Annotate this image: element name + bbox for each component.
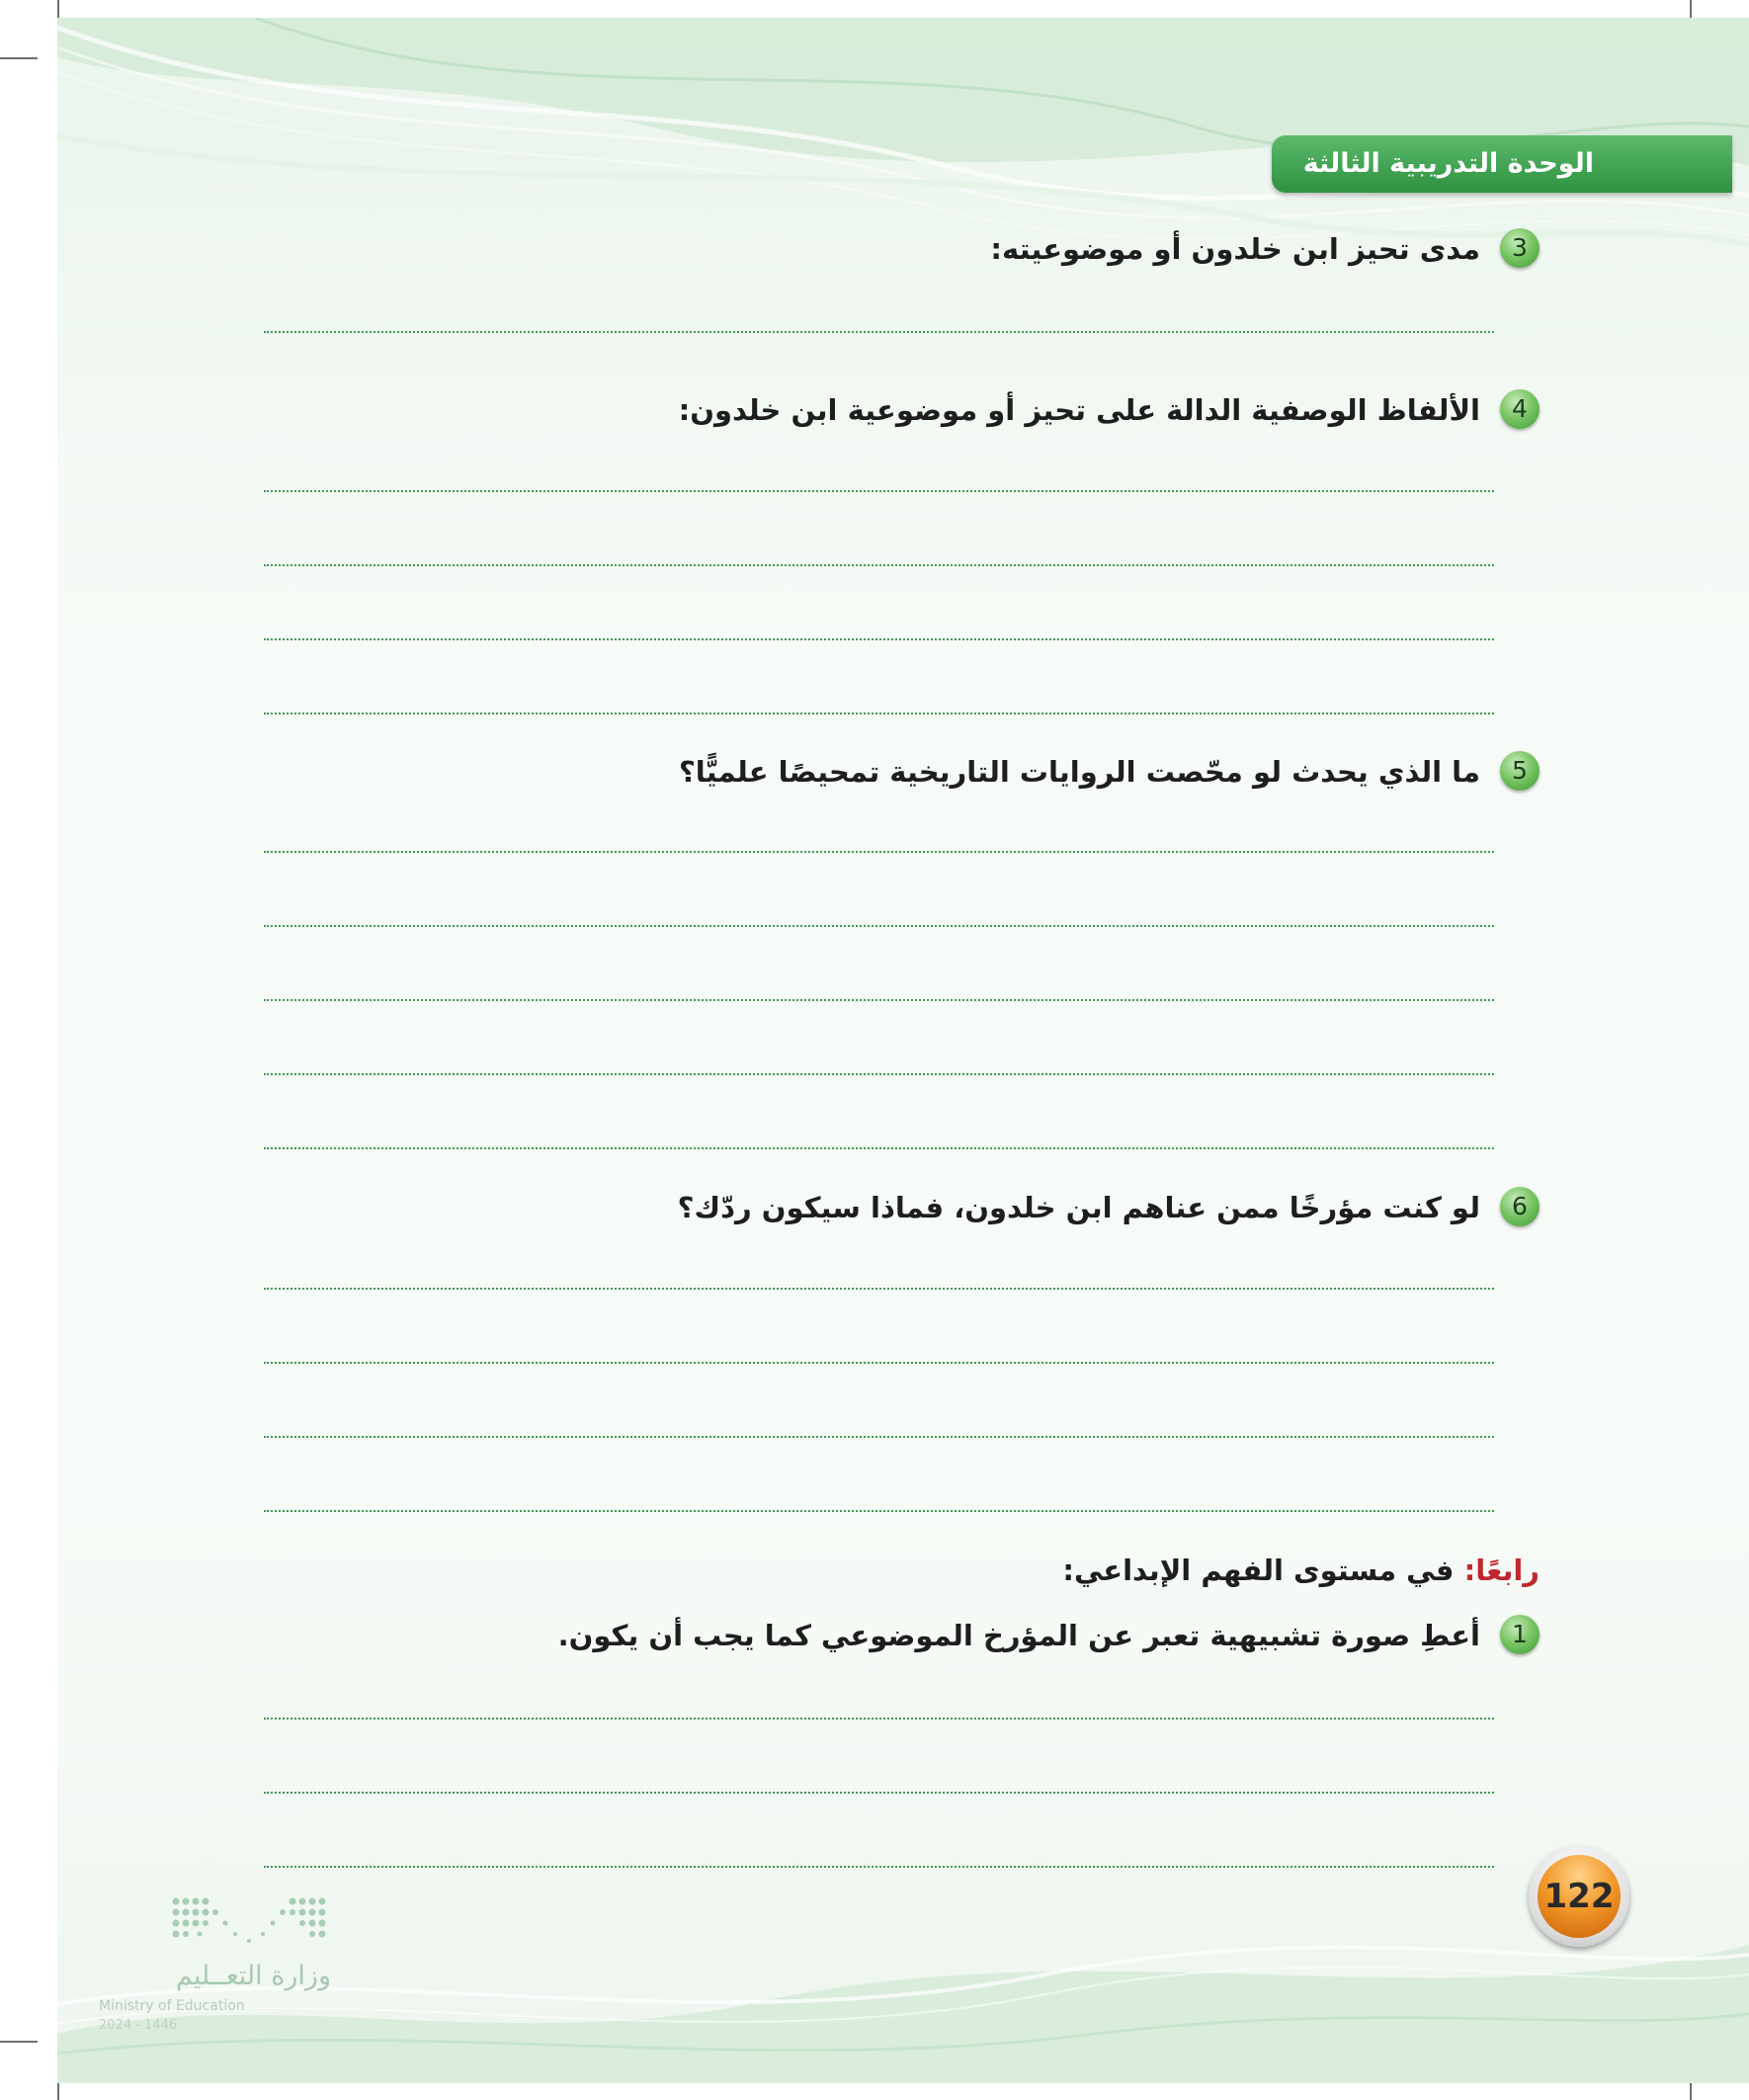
answer-line[interactable] xyxy=(264,1718,1494,1720)
answer-line[interactable] xyxy=(264,1362,1494,1364)
answer-line[interactable] xyxy=(264,331,1494,333)
unit-title: الوحدة التدريبية الثالثة xyxy=(1302,148,1594,179)
question-text: لو كنت مؤرخًا ممن عناهم ابن خلدون، فماذا سيكون ردّك؟ xyxy=(677,1191,1480,1224)
question-number-badge: 6 xyxy=(1500,1187,1540,1226)
question-number-badge: 1 xyxy=(1500,1615,1540,1654)
answer-line[interactable] xyxy=(264,851,1494,853)
workbook-page xyxy=(57,18,1749,2083)
question-text: أعطِ صورة تشبيهية تعبر عن المؤرخ الموضوعي كما يجب أن يكون. xyxy=(557,1619,1480,1652)
answer-line[interactable] xyxy=(264,564,1494,566)
answer-line[interactable] xyxy=(264,638,1494,640)
question-text: مدى تحيز ابن خلدون أو موضوعيته: xyxy=(990,232,1480,266)
ministry-year: 2024 - 1446 xyxy=(99,2018,178,2033)
answer-line[interactable] xyxy=(264,490,1494,492)
question-number-badge: 4 xyxy=(1500,389,1540,429)
page-number-badge xyxy=(1529,1846,1629,1947)
answer-line[interactable] xyxy=(264,713,1494,714)
section-heading xyxy=(1062,1550,1540,1591)
answer-line[interactable] xyxy=(264,1866,1494,1868)
question-number-badge: 3 xyxy=(1500,228,1540,268)
answer-line[interactable] xyxy=(264,999,1494,1001)
unit-banner xyxy=(1272,135,1732,193)
ministry-name-arabic: وزارة التعــليم xyxy=(175,1961,331,1991)
answer-line[interactable] xyxy=(264,1792,1494,1794)
question-text: ما الذي يحدث لو محّصت الروايات التاريخية تمحيصًا علميًّا؟ xyxy=(678,755,1480,789)
answer-line[interactable] xyxy=(264,1510,1494,1512)
section-label: رابعًا: xyxy=(1463,1554,1540,1587)
crop-mark xyxy=(0,57,38,59)
ministry-name-english: Ministry of Education xyxy=(99,1998,245,2014)
question-text: الألفاظ الوصفية الدالة على تحيز أو موضوعية ابن خلدون: xyxy=(678,393,1480,427)
question-number-badge: 5 xyxy=(1500,751,1540,791)
crop-mark xyxy=(0,2041,38,2043)
section-title: في مستوى الفهم الإبداعي: xyxy=(1062,1554,1455,1587)
answer-line[interactable] xyxy=(264,925,1494,927)
ministry-watermark xyxy=(99,1895,336,2039)
answer-line[interactable] xyxy=(264,1288,1494,1290)
ministry-logo-icon xyxy=(170,1895,328,1949)
page-number: 122 xyxy=(1538,1855,1621,1938)
answer-line[interactable] xyxy=(264,1436,1494,1438)
answer-line[interactable] xyxy=(264,1147,1494,1149)
answer-line[interactable] xyxy=(264,1073,1494,1075)
